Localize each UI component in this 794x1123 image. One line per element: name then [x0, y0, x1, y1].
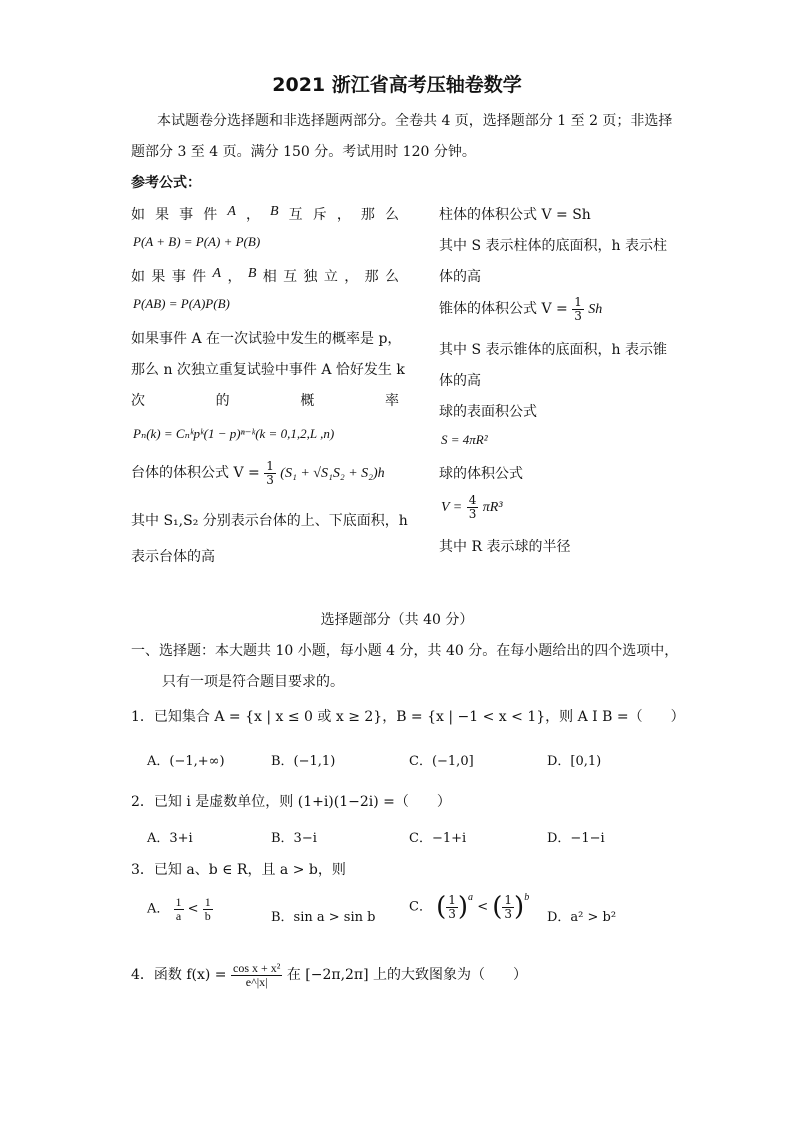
formula-independent-words — [131, 266, 399, 286]
question-3-stem: 3．已知 a、b ∈ R，且 a > b，则 — [131, 862, 346, 878]
word: 事 — [179, 207, 194, 223]
numerator: 1 — [574, 295, 582, 309]
q1-option-a[interactable]: A．(−1,+∞) — [147, 754, 225, 769]
frustum-note-1: 其中 S₁,S₂ 分别表示台体的上、下底面积，h — [131, 513, 408, 529]
fraction — [203, 896, 213, 922]
frustum-volume-formula — [131, 460, 385, 486]
right-paren: ) — [514, 892, 525, 922]
q1-option-c[interactable]: C．(−1,0] — [409, 754, 474, 769]
q2-option-d[interactable]: D．−1−i — [547, 831, 605, 846]
function-domain-text: 在 [−2π,2π] 上的大致图象为（ ） — [286, 967, 528, 984]
sphere-volume-lhs: V = — [441, 500, 463, 516]
word: 事 — [171, 269, 186, 285]
frustum-expression: (S₁ + √S₁S₂ + S₂)h — [280, 466, 385, 482]
word: B — [270, 204, 279, 219]
intro-line-1: 本试题卷分选择题和非选择题两部分。全卷共 4 页，选择题部分 1 至 2 页；非选择 — [157, 113, 673, 129]
prism-volume-formula: 柱体的体积公式 V = Sh — [439, 207, 591, 223]
denominator: 3 — [468, 506, 477, 521]
numerator: 1 — [175, 895, 182, 909]
numerator: 1 — [504, 892, 513, 907]
q2-option-b[interactable]: B．3−i — [271, 831, 317, 846]
formulas-heading: 参考公式： — [131, 175, 201, 191]
question-2-stem: 2．已知 i 是虚数单位，则 (1+i)(1−2i) =（ ） — [131, 794, 451, 810]
word: 互 — [288, 207, 303, 223]
instruction-line-2: 只有一项是符合题目要求的。 — [162, 674, 344, 690]
q3-option-b[interactable]: B．sin a > sin b — [271, 910, 376, 925]
numerator: 1 — [448, 892, 456, 907]
word: 如 — [131, 269, 145, 285]
right-paren: ) — [457, 892, 469, 922]
pyramid-volume-formula — [439, 296, 602, 322]
word: 斥 — [312, 207, 327, 223]
word: 件 — [203, 207, 218, 223]
denominator: e^|x| — [245, 974, 268, 989]
numerator: cos x + x² — [233, 961, 281, 975]
frustum-note-2: 表示台体的高 — [131, 549, 215, 565]
word: 如 — [131, 207, 145, 223]
denominator: 3 — [504, 906, 513, 921]
q1-option-b[interactable]: B．(−1,1) — [271, 754, 336, 769]
word: ， — [344, 269, 359, 285]
binomial-line-3 — [131, 390, 399, 410]
q3-option-c[interactable] — [409, 892, 529, 922]
page-title: 2021 浙江省高考压轴卷数学 — [272, 74, 522, 96]
word: 独 — [303, 269, 318, 285]
formula-mutex: P(A + B) = P(A) + P(B) — [133, 234, 261, 249]
q1-option-d[interactable]: D．[0,1) — [547, 754, 602, 769]
fraction — [174, 896, 184, 922]
word: 么 — [385, 269, 399, 285]
sphere-note: 其中 R 表示球的半径 — [439, 539, 571, 555]
denominator: 3 — [266, 472, 274, 487]
pyramid-note-2: 体的高 — [439, 373, 481, 389]
formula-mutex-words — [131, 204, 399, 224]
section-heading: 选择题部分（共 40 分） — [320, 612, 474, 628]
binomial-formula: Pₙ(k) = Cₙᵏpᵏ(1 − p)ⁿ⁻ᵏ(k = 0,1,2,L ,n) — [133, 426, 335, 441]
sphere-volume-rhs: πR³ — [482, 500, 503, 516]
word: 相 — [262, 269, 277, 285]
sphere-area-label: 球的表面积公式 — [439, 404, 537, 420]
word: A — [227, 204, 236, 219]
q3-option-a[interactable] — [147, 896, 213, 922]
word: 的 — [215, 393, 230, 409]
word: A — [212, 266, 222, 281]
word: 概 — [300, 393, 315, 409]
denominator: b — [204, 908, 211, 923]
word: 互 — [283, 269, 298, 285]
q3-option-d[interactable]: D．a² > b² — [547, 910, 617, 925]
instruction-line-1: 一、选择题：本大题共 10 小题，每小题 4 分，共 40 分。在每小题给出的四个选项中， — [131, 643, 679, 659]
denominator: 3 — [448, 906, 456, 921]
pyramid-note-1: 其中 S 表示锥体的底面积，h 表示锥 — [439, 342, 667, 358]
prism-note-1: 其中 S 表示柱体的底面积，h 表示柱 — [439, 238, 667, 254]
word: 果 — [151, 269, 166, 285]
fraction-four-thirds — [467, 494, 479, 520]
frustum-label: 台体的体积公式 V = — [131, 465, 260, 482]
option-label: A． — [147, 901, 170, 917]
q2-option-c[interactable]: C．−1+i — [409, 831, 467, 846]
pyramid-label: 锥体的体积公式 V = — [439, 301, 568, 318]
word: 件 — [192, 269, 207, 285]
word: ， — [245, 207, 260, 223]
function-label: 4．函数 f(x) = — [131, 967, 227, 984]
option-label: C． — [409, 899, 432, 915]
question-1-stem: 1．已知集合 A = {x | x ≤ 0 或 x ≥ 2}，B = {x | −1 < x < 1}，则 A I B =（ ） — [131, 709, 685, 725]
operator: < — [477, 899, 489, 915]
intro-line-2: 题部分 3 至 4 页。满分 150 分。考试用时 120 分钟。 — [131, 144, 476, 160]
numerator: 1 — [266, 459, 274, 473]
binomial-line-2: 那么 n 次独立重复试验中事件 A 恰好发生 k — [131, 362, 405, 378]
function-fraction — [231, 962, 282, 988]
word: ， — [336, 207, 351, 223]
word: 么 — [384, 207, 399, 223]
prism-note-2: 体的高 — [439, 269, 481, 285]
fraction-one-third — [264, 460, 276, 486]
fraction-one-third — [572, 296, 584, 322]
question-4-stem — [131, 962, 527, 988]
word: 果 — [155, 207, 170, 223]
word: B — [247, 266, 257, 281]
exponent: a — [468, 892, 474, 903]
word: 那 — [364, 269, 379, 285]
denominator: a — [175, 908, 182, 923]
operator: < — [187, 901, 199, 917]
numerator: 1 — [204, 895, 211, 909]
word: ， — [227, 269, 242, 285]
numerator: 4 — [468, 493, 477, 507]
denominator: 3 — [574, 308, 582, 323]
word: 立 — [323, 269, 338, 285]
left-paren: ( — [492, 892, 503, 922]
fraction — [502, 894, 514, 920]
binomial-line-1: 如果事件 A 在一次试验中发生的概率是 p， — [131, 331, 402, 347]
pyramid-expression: Sh — [588, 302, 603, 318]
sphere-area-formula: S = 4πR² — [441, 432, 488, 447]
word: 那 — [360, 207, 375, 223]
q2-option-a[interactable]: A．3+i — [147, 831, 193, 846]
exponent: b — [524, 892, 530, 903]
sphere-volume-label: 球的体积公式 — [439, 466, 523, 482]
left-paren: ( — [436, 892, 447, 922]
formula-independent: P(AB) = P(A)P(B) — [133, 296, 230, 311]
word: 次 — [131, 393, 145, 409]
fraction — [446, 894, 458, 920]
sphere-volume-formula — [441, 494, 503, 520]
word: 率 — [384, 393, 399, 409]
